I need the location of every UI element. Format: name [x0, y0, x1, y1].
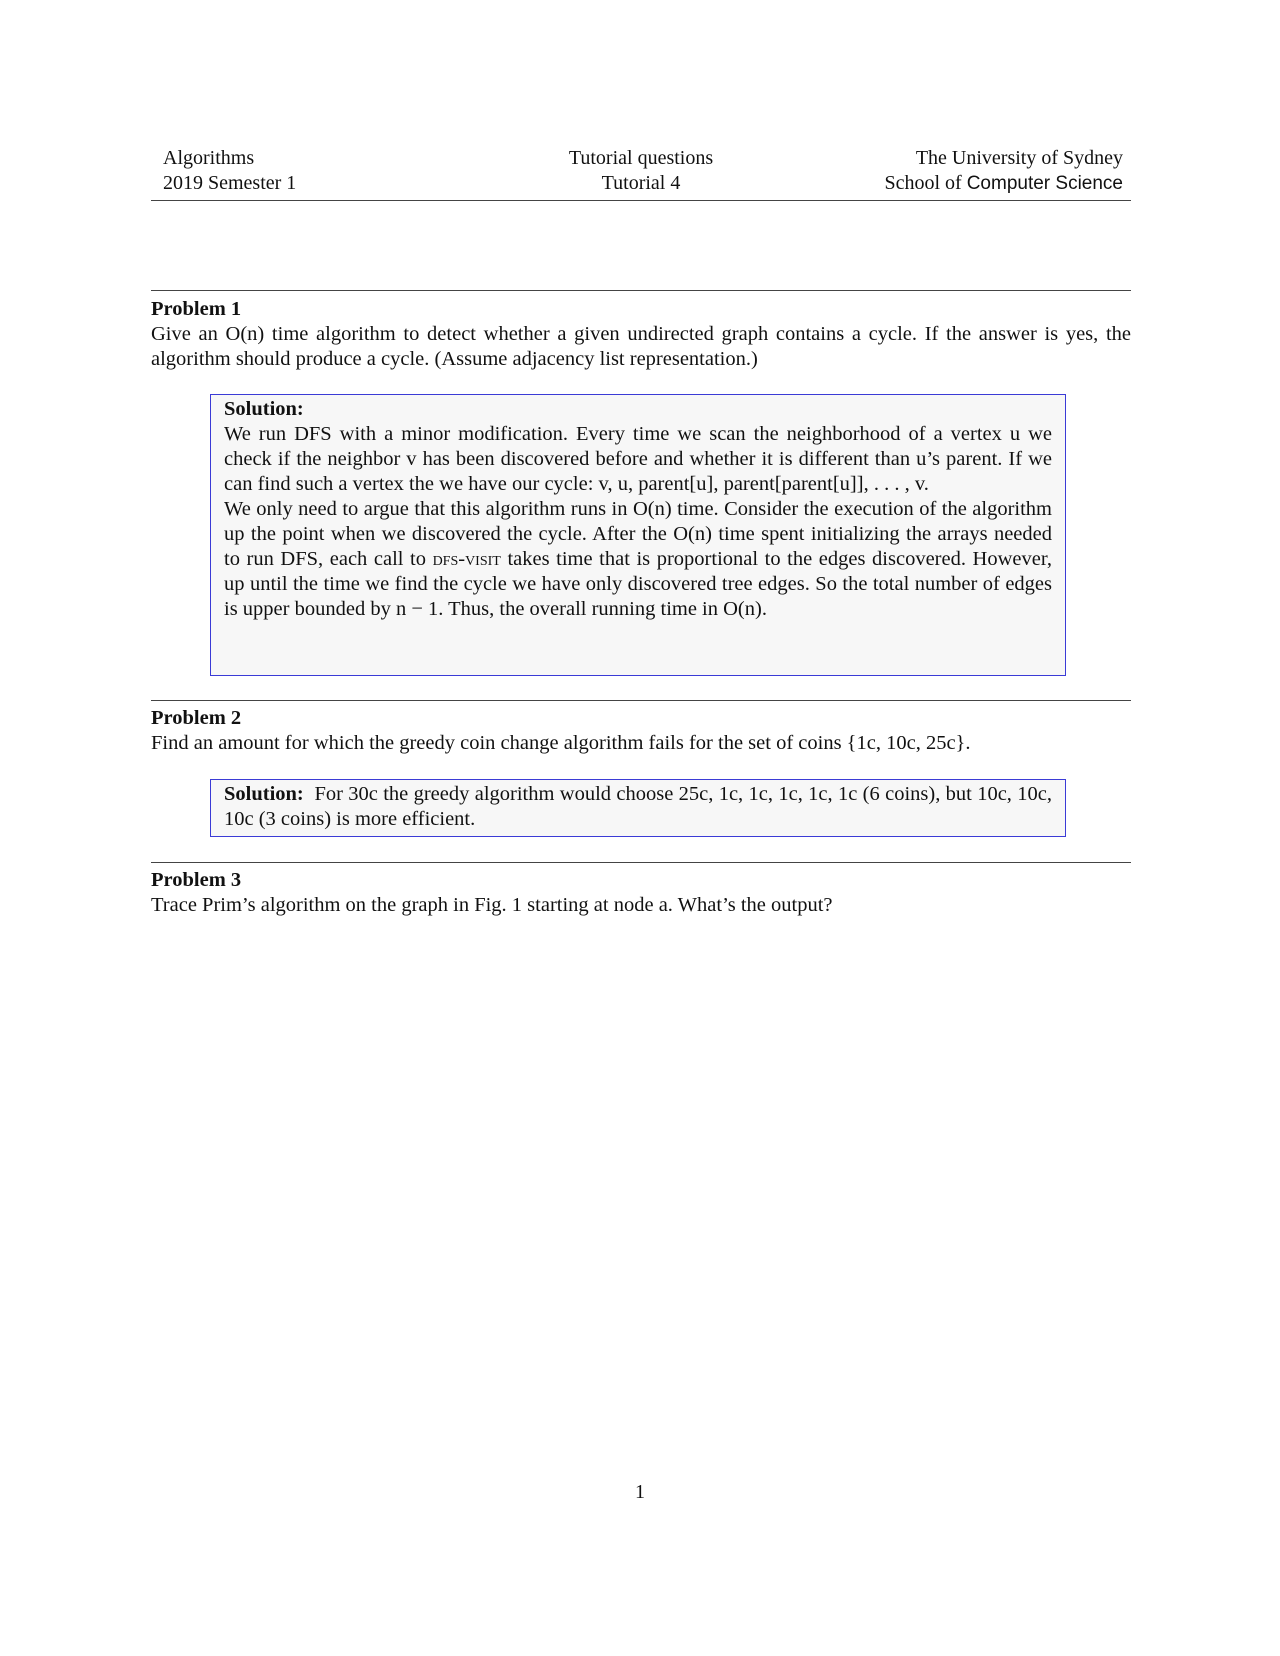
school-name: Computer Science	[966, 173, 1123, 194]
problem-2-title: Problem 2	[151, 707, 242, 729]
header-right	[884, 146, 1123, 196]
solution-para-2-start: We only need to argue that this algorithm runs in O(n) time. Consider the execution of the algorithm up the point when we discovered the cycle. After the O(n) time spent initializing the arrays needed to run DFS, each call to	[224, 498, 1052, 570]
problem-3-rule	[151, 862, 1131, 863]
solution-para-2-end: takes time that is proportional to the edges discovered. However, up until the time we find the cycle we have only discovered tree edges. So the total number of edges is upper bounded by n − 1. Thus, the overall running time in O(n).	[224, 548, 1052, 620]
school-prefix: School of	[884, 172, 967, 194]
problem-2-text: Find an amount for which the greedy coin change algorithm fails for the set of coins {1c, 10c, 25c}.	[151, 732, 971, 754]
tutorial-number: Tutorial 4	[601, 172, 681, 194]
course-term: 2019 Semester 1	[163, 172, 297, 194]
problem-1-solution-box	[210, 394, 1066, 676]
problem-1-solution-para-1: We run DFS with a minor modification. Every time we scan the neighborhood of a vertex u we check if the neighbor v has been discovered before and whether it is different than u’s parent. If we can find such a vertex the we have our cycle: v, u, parent[u], parent[parent[u]], . . . , v.	[224, 423, 1052, 495]
problem-2-solution-body: For 30c the greedy algorithm would choose 25c, 1c, 1c, 1c, 1c, 1c (6 coins), but 10c, 10c, 10c (3 coins) is more efficient.	[224, 783, 1053, 830]
problem-1-title: Problem 1	[151, 298, 242, 320]
problem-3-text: Trace Prim’s algorithm on the graph in Fig. 1 starting at node a. What’s the output?	[151, 894, 833, 916]
doc-type: Tutorial questions	[568, 147, 714, 169]
school-line	[884, 171, 1123, 196]
problem-1-solution-para-2	[224, 497, 1052, 622]
problem-2-solution-label: Solution:	[224, 783, 304, 805]
problem-2-rule	[151, 700, 1131, 701]
problem-1-rule	[151, 290, 1131, 291]
problem-2-solution-box	[210, 779, 1066, 837]
page-number: 1	[635, 1481, 645, 1503]
header-left	[163, 146, 296, 196]
problem-1-text: Give an O(n) time algorithm to detect whether a given undirected graph contains a cycle. If the answer is yes, the algorithm should produce a cycle. (Assume adjacency list representation.)	[151, 323, 1131, 370]
header-center	[491, 146, 791, 196]
dfs-visit-term: dfs-visit	[432, 548, 501, 570]
problem-3-title: Problem 3	[151, 869, 242, 891]
problem-2-solution-text	[224, 782, 1052, 832]
page-header	[151, 146, 1131, 201]
course-name: Algorithms	[163, 147, 255, 169]
problem-1-solution-label: Solution:	[224, 398, 304, 420]
university-name: The University of Sydney	[915, 147, 1123, 169]
